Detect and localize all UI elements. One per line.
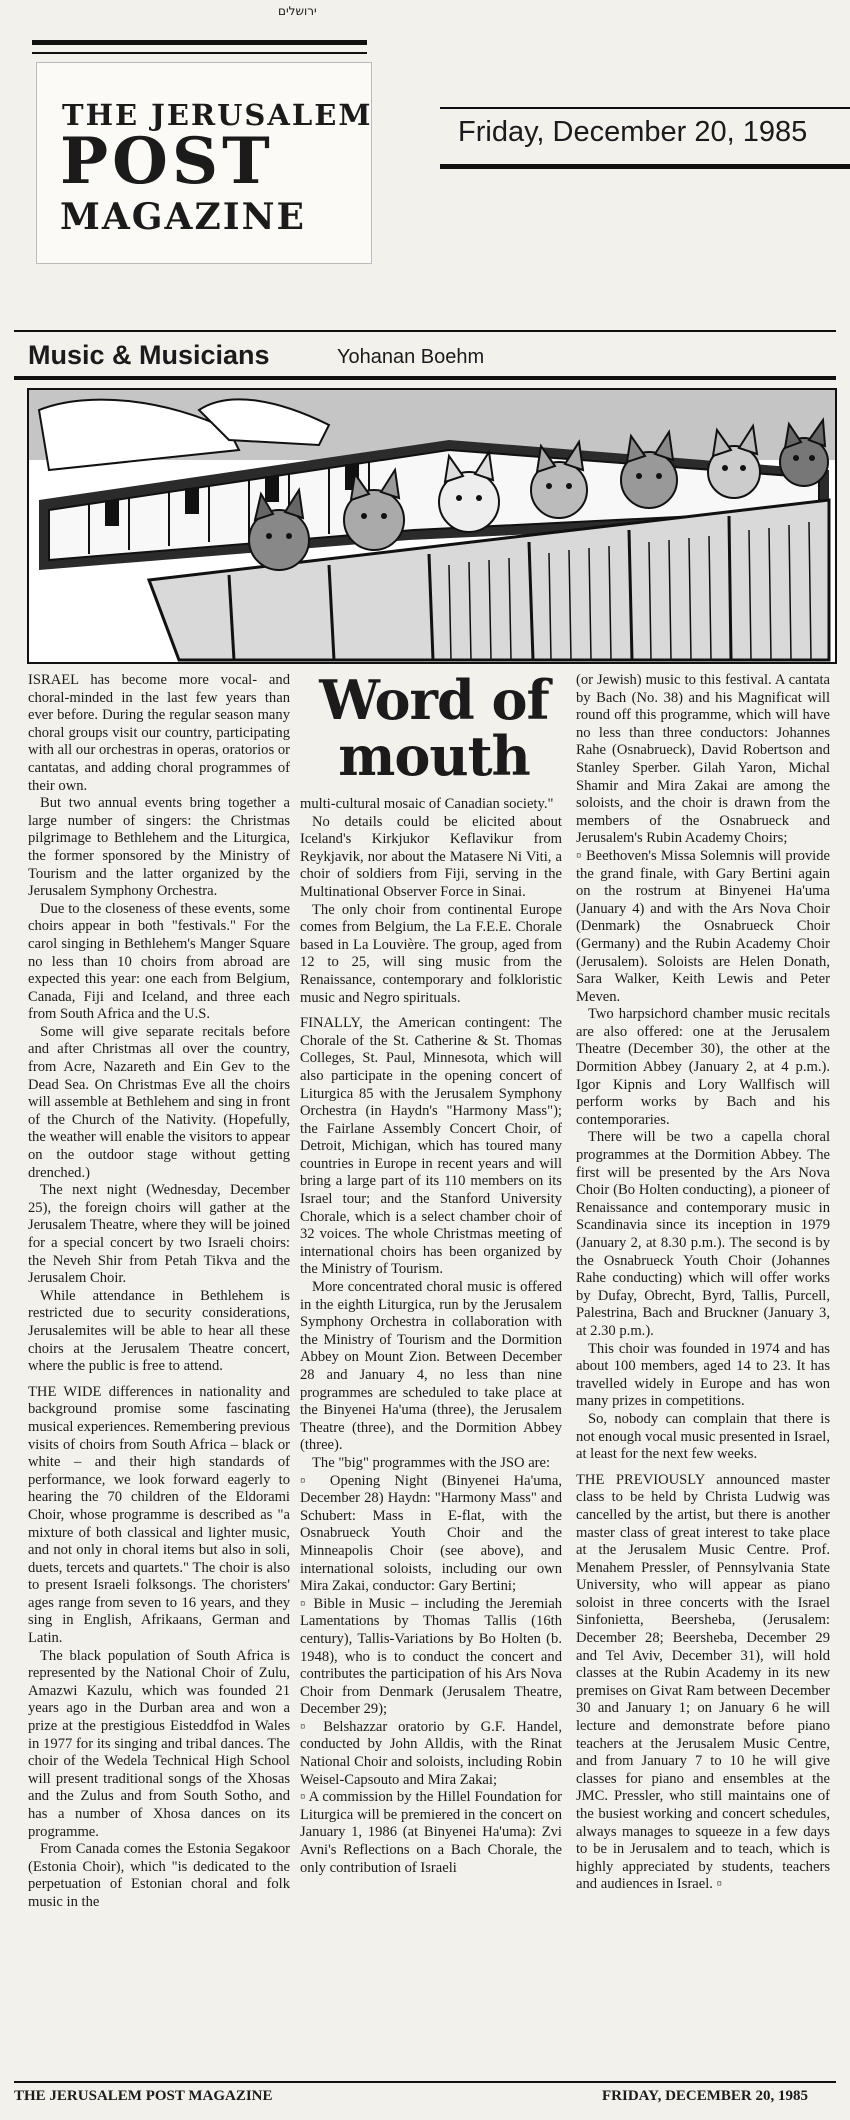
cat-piano-illustration — [27, 388, 837, 664]
footer-publication: THE JERUSALEM POST MAGAZINE — [14, 2088, 273, 2104]
date-bottom-rule — [440, 164, 850, 169]
programme-item: ▫ A commission by the Hillel Foundation for Liturgica will be premiered in the concert on January 1, 1986 (at Binyenei Ha'uma): Zvi Avni's Reflections on a Bach Chorale, the only contribution of Israeli — [300, 1789, 562, 1876]
masthead-magazine: MAGAZINE — [60, 196, 306, 238]
paragraph: THE PREVIOUSLY announced master class to be held by Christa Ludwig was cancelled by the artist, but there is another master class of great interest to take place at the Jerusalem Music Centre. Prof. Menahem Pressler, of Pennsylvania State University, who will appear as piano soloist in three concerts with the Israel Sinfonietta, Beersheba, (Jerusalem: December 28; Beersheba, December 29 and Tel Aviv, December 31), will hold classes at the Rubin Academy in its new premises on Givat Ram between December 30 and January 1; on January 6 he will lecture and demonstrate before piano teachers at the Jerusalem Music Centre, and from January 7 to 10 he will give classes for piano and ensembles at the JMC. Pressler, who still maintains one of the busiest working and concert schedules, always manages to squeeze in a few days to be in Jerusalem and to teach, which is highly appreciated by students, teachers and audiences in Israel. ▫ — [576, 1471, 830, 1893]
section-top-rule — [14, 330, 836, 332]
cat-piano-drawing — [29, 390, 835, 662]
section-title: Music & Musicians — [28, 340, 270, 370]
date-top-rule — [440, 107, 850, 109]
author-byline: Yohanan Boehm — [337, 346, 485, 368]
programme-item: ▫ Belshazzar oratorio by G.F. Handel, conducted by John Alldis, with the Rinat National Choir and soloists, including Robin Weisel-Capsouto and Mira Zakai; — [300, 1718, 562, 1788]
paragraph: The next night (Wednesday, December 25), the foreign choirs will gather at the Jerusalem Theatre, where they will be joined for a special concert by two Israeli choirs: the Neveh Shir from Petah Tikva and the Jerusalem Choir. — [28, 1182, 290, 1287]
programme-item: ▫ Bible in Music – including the Jeremiah Lamentations by Thomas Tallis (16th century), Tallis-Variations by Bo Holten (b. 1948), who is to conduct the concert and contributes the participation of his Ars Nova Choir from Denmark (Jerusalem Theatre, December 29); — [300, 1595, 562, 1718]
paragraph: ISRAEL has become more vocal- and choral-minded in the last few years than ever before. During the regular season many choral groups visit our country, participating with all our orchestras in operas, oratorios or cantatas, and adding choral programmes of their own. — [28, 672, 290, 794]
paragraph: THE WIDE differences in nationality and background promise some fascinating musical experiences. Remembering previous visits of choirs from South Africa – black or white – and their high standards of performance, we look forward eagerly to hearing the 70 children of the Eldorami Choir, whose programme is described as "a mixture of both classical and lighter music, and not only in choral items but also in soli, duets, tercets and quartets." The choir is also to present Israeli folksongs. The choristers' ages range from seven to 16 years, and they sing in English, Afrikaans, German and Latin. — [28, 1383, 290, 1647]
paragraph: The "big" programmes with the JSO are: — [312, 1454, 551, 1471]
article-column-3 — [576, 672, 830, 1894]
paragraph: From Canada comes the Estonia Segakoor (Estonia Choir), which "is dedicated to the perpetuation of Estonian choral and folk music in the — [28, 1841, 290, 1910]
paragraph: Two harpsichord chamber music recitals are also offered: one at the Jerusalem Theatre (December 30), the other at the Dormition Abbey (January 2, at 4 p.m.). Igor Kipnis and Lory Wallfisch will perform works by Bach and his contemporaries. — [576, 1006, 830, 1128]
masthead-top-rule — [32, 40, 367, 45]
paragraph: Some will give separate recitals before and after Christmas all over the country, from Acre, Nazareth and Ein Gev to the Dead Sea. On Christmas Eve all the choirs will assemble at Bethlehem and sing in front of the Church of the Nativity. (Hopefully, the weather will enable the visitors to appear on the outdoor stage without getting drenched.) — [28, 1023, 290, 1181]
masthead-the-jerusalem: THE JERUSALEM — [62, 98, 373, 132]
article-column-2 — [300, 796, 562, 1877]
programme-item: ▫ Opening Night (Binyenei Ha'uma, December 28) Haydn: "Harmony Mass" and Schubert: Mass in E-flat, with the Osnabrueck Youth Choir and the Minneapolis Choir (see above), and international soloists, including our own Mira Zakai, conductor: Gary Bertini; — [300, 1472, 562, 1595]
paragraph: This choir was founded in 1974 and has about 100 members, aged 14 to 23. It has travelled widely in Europe and has won many prizes in competitions. — [576, 1340, 830, 1410]
footer-rule — [14, 2081, 836, 2083]
paragraph: The only choir from continental Europe comes from Belgium, the La F.E.E. Chorale based in La Louvière. The group, aged from 12 to 25, will sing music from the Renaissance, contemporary and folkloristic music and Negro spirituals. — [300, 901, 562, 1006]
paragraph: The black population of South Africa is represented by the National Choir of Zulu, Amazwi Kazulu, which was founded 21 years ago in the Durban area and won a prize at the prestigious Eisteddfod in Wales in 1977 for its singing and tribal dances. The choir of the Wedela Technical High School will present traditional songs of the Xhosas and the Zulus and from South Sotho, and has a number of Xhosa dances on its programme. — [28, 1647, 290, 1840]
paragraph: FINALLY, the American contingent: The Chorale of the St. Catherine & St. Thomas Colleges, St. Paul, Minnesota, which will also participate in the opening concert of Liturgica 85 with the Jerusalem Symphony Orchestra (in Haydn's "Harmony Mass"); the Fairlane Assembly Concert Choir, of Detroit, Michigan, which has toured many countries in Europe in recent years and will bring a large part of its 110 members on its Israel tour; and the Stanford University Chorale, which is a select chamber choir of 32 voices. The whole Christmas meeting of international choirs has been organized by the Ministry of Tourism. — [300, 1015, 562, 1278]
programme-item: ▫ Beethoven's Missa Solemnis will provide the grand finale, with Gary Bertini again on the rostrum at Binyenei Ha'uma (January 4) and with the Ars Nova Choir (Denmark) the Osnabrueck Choir (Germany) and the Rubin Academy Choir (Jerusalem). Soloists are Helen Donath, Sara Walker, Keith Lewis and Peter Meven. — [576, 847, 830, 1005]
paragraph: So, nobody can complain that there is not enough vocal music presented in Israel, at least for the next few weeks. — [576, 1410, 830, 1463]
paragraph: There will be two a capella choral programmes at the Dormition Abbey. The first will be presented by the Ars Nova Choir (Bo Holten conducting), a pioneer of Renaissance and contemporary music in Scandinavia since its inception in 1979 (January 2, at 8.30 p.m.). The second is by the Osnabrueck Youth Choir (Johannes Rahe conducting) which will offer works by Dufay, Obrecht, Byrd, Tallis, Purcell, Palestrina, Bach and Bruckner (January 3, at 2.30 p.m.). — [576, 1129, 830, 1339]
paragraph: (or Jewish) music to this festival. A cantata by Bach (No. 38) and his Magnificat will round off this programme, which will have no less than three conductors: Johannes Rahe (Osnabrueck), David Robertson and Stanley Sperber. Gilah Yaron, Michal Shamir and Mira Zakai are among the soloists, and the choir is drawn from the members of the Osnabrueck and Jerusalem's Rubin Academy Choirs; — [576, 672, 830, 847]
section-bottom-rule — [14, 376, 836, 380]
article-column-1 — [28, 672, 290, 1912]
masthead-post: POST — [60, 124, 274, 199]
issue-date: Friday, December 20, 1985 — [458, 116, 808, 148]
masthead-thin-rule — [32, 52, 367, 54]
footer-date: FRIDAY, DECEMBER 20, 1985 — [602, 2088, 809, 2104]
paragraph: Due to the closeness of these events, some choirs appear in both "festivals." For the carol singing in Bethlehem's Manger Square no less than 10 choirs from abroad are expected this year: one each from Belgium, Canada, Fiji and Iceland, and three each from South Africa and the U.S. — [28, 900, 290, 1023]
paragraph: More concentrated choral music is offered in the eighth Liturgica, run by the Jerusalem Symphony Orchestra in collaboration with the Ministry of Tourism and the Dormition Abbey on Mount Zion. Between December 28 and January 4, no less than nine programmes are scheduled to take place at the Binyenei Ha'uma (three), the Jerusalem Theatre (three), and the Dormition Abbey (three). — [300, 1279, 562, 1454]
paragraph: But two annual events bring together a large number of singers: the Christmas pilgrimage to Bethlehem and the Liturgica, the former sponsored by the Ministry of Tourism and the latter organized by the Jerusalem Symphony Orchestra. — [28, 795, 290, 900]
paragraph: No details could be elicited about Iceland's Kirkjukor Keflavikur from Reykjavik, nor about the Matasere Ni Viti, a choir of soldiers from Fiji, serving in the Multinational Observer Force in Sinai. — [300, 813, 562, 900]
paragraph: While attendance in Bethlehem is restricted due to security considerations, Jerusalemites will be able to hear all these choirs at the Jerusalem Theatre concert, where the public is free to attend. — [28, 1287, 290, 1375]
paragraph: multi-cultural mosaic of Canadian society." — [300, 796, 554, 812]
article-headline: Word of mouth — [319, 668, 549, 788]
hebrew-city-label: ירושלים — [278, 4, 317, 18]
